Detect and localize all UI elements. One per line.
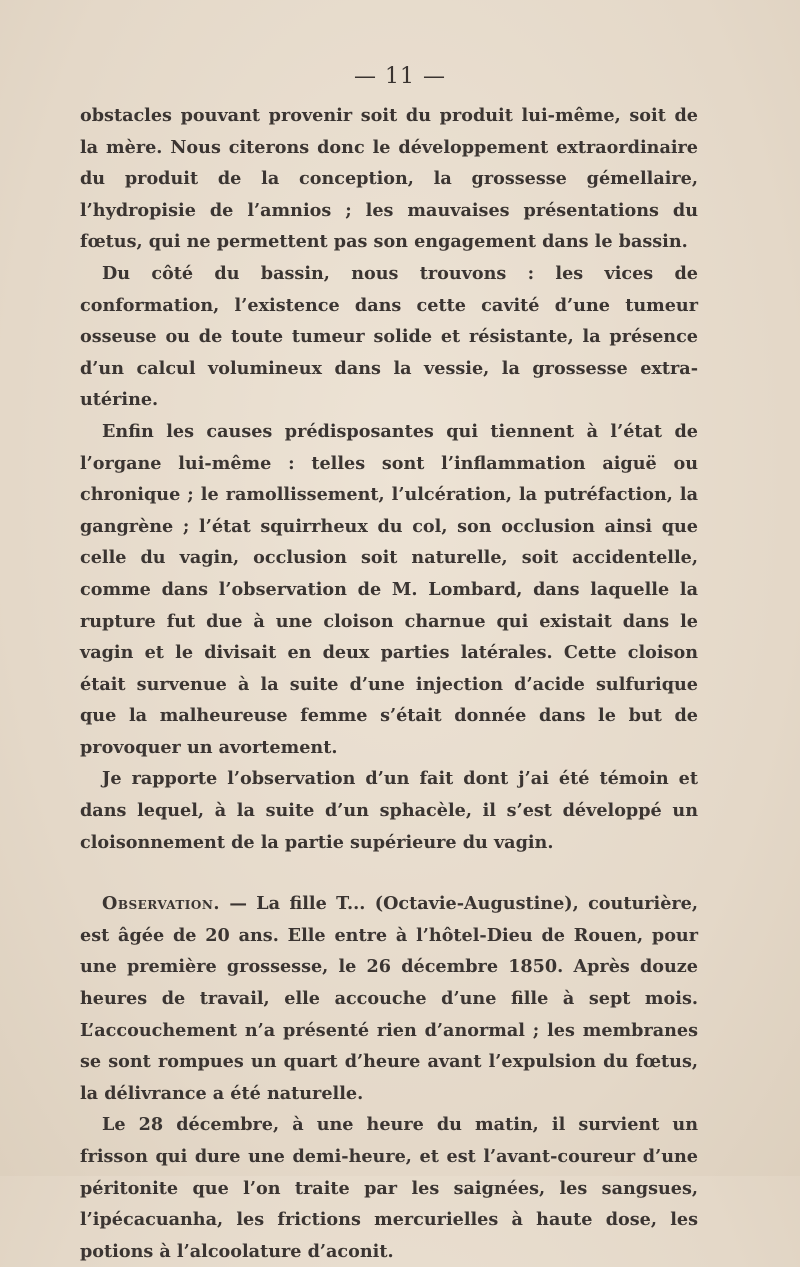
page-body bbox=[80, 100, 698, 1267]
paragraph-28-decembre: Le 28 décembre, à une heure du matin, il survient un frisson qui dure une demi-heure, et est l’avant-coureur d’une péritonite que l’on traite par les saignées, les sangsues, l’ipécacuanha, les frictions mercurielles à haute dose, les potions à l’alcoolature d’aconit. bbox=[80, 1114, 698, 1262]
page-number: — 11 — bbox=[354, 64, 446, 89]
observation-text: — La fille T... (Octavie-Augustine), couturière, est âgée de 20 ans. Elle entre à l’hôtel-Dieu de Rouen, pour une première grossesse, le 26 décembre 1850. Après douze heures de travail, elle accouche d’une fille à sept mois. L’accouchement n’a présenté rien d’anormal ; les membranes se sont rompues un quart d’heure avant l’expulsion du fœtus, la délivrance a été naturelle. bbox=[80, 893, 698, 1104]
paragraph-continuation: obstacles pouvant provenir soit du produit lui-même, soit de la mère. Nous citerons donc le développement extraordinaire du produit de la conception, la grossesse gémellaire, l’hydropisie de l’amnios ; les mauvaises présentations du fœtus, qui ne permettent pas son engagement dans le bassin. bbox=[80, 105, 698, 253]
paragraph-observation bbox=[80, 888, 698, 1109]
observation-label: Observation. bbox=[102, 893, 220, 915]
paragraph-bassin: Du côté du bassin, nous trouvons : les vices de conformation, l’existence dans cette cavité d’une tumeur osseuse ou de toute tumeur solide et résistante, la présence d’un calcul volumineux dans la vessie, la grossesse extra-utérine. bbox=[80, 262, 698, 411]
paragraph-rapport: Je rapporte l’observation d’un fait dont j’ai été témoin et dans lequel, à la suite d’un sphacèle, il s’est développé un cloisonnement de la partie supérieure du vagin. bbox=[80, 768, 698, 853]
paragraph-causes: Enfin les causes prédisposantes qui tiennent à l’état de l’organe lui-même : telles sont l’inflammation aiguë ou chronique ; le ramollissement, l’ulcération, la putréfaction, la gangrène ; l’état squirrheux du col, son occlusion ainsi que celle du vagin, occlusion soit naturelle, soit accidentelle, comme dans l’observation de M. Lombard, dans laquelle la rupture fut due à une cloison charnue qui existait dans le vagin et le divisait en deux parties latérales. Cette cloison était survenue à la suite d’une injection d’acide sulfurique que la malheureuse femme s’était donnée dans le but de provoquer un avortement. bbox=[80, 420, 698, 758]
